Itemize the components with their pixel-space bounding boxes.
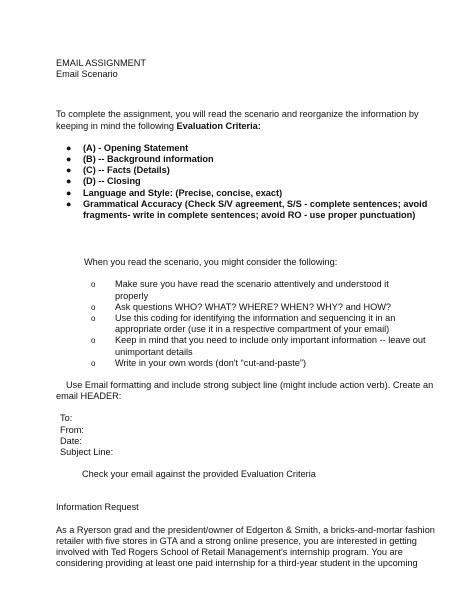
circle-bullet-icon: o xyxy=(91,280,96,290)
bullet-icon: ● xyxy=(66,187,72,198)
criteria-item: ● (B) -- Background information xyxy=(66,154,214,165)
intro-line-2-bold: Evaluation Criteria: xyxy=(176,120,261,131)
email-header-fields xyxy=(56,413,416,458)
circle-bullet-icon: o xyxy=(91,336,96,346)
criteria-item: ● Language and Style: (Precise, concise, exact) xyxy=(66,187,283,198)
format-line-2: email HEADER: xyxy=(56,391,122,402)
check-instruction: Check your email against the provided Evaluation Criteria xyxy=(82,469,316,480)
tip-item: o Write in your own words (don't “cut-and-paste”) xyxy=(91,357,307,368)
bullet-icon: ● xyxy=(66,154,72,165)
bullet-icon: ● xyxy=(66,142,72,153)
evaluation-criteria-list xyxy=(56,142,428,221)
intro-line-2-prefix: keeping in mind the following xyxy=(56,120,177,131)
tip-item: o Use this coding for identifying the information and sequencing it in an appropriate order (use it in a respective compartment of your email) xyxy=(91,313,396,335)
paragraph-line: As a Ryerson grad and the president/owner of Edgerton & Smith, a bricks-and-mortar fashion xyxy=(56,524,435,535)
doc-header xyxy=(56,58,416,80)
paragraph-line: retailer with five stores in GTA and a strong online presence, you are interested in getting xyxy=(56,535,417,546)
bullet-icon: ● xyxy=(66,165,72,176)
intro-line-1: To complete the assignment, you will read the scenario and reorganize the information by xyxy=(56,109,419,120)
bullet-icon: ● xyxy=(66,176,72,187)
consider-intro: When you read the scenario, you might consider the following: xyxy=(84,257,338,268)
criteria-item: ● (A) - Opening Statement xyxy=(66,142,189,153)
tip-item: o Keep in mind that you need to include only important information -- leave out unimportant details xyxy=(91,335,426,357)
paragraph-line: considering providing at least one paid internship for a third-year student in the upcoming xyxy=(56,558,418,569)
format-line-1: Use Email formatting and include strong subject line (might include action verb). Create an xyxy=(66,380,434,391)
bullet-icon: ● xyxy=(66,198,72,209)
intro-text xyxy=(56,109,419,131)
section-title-information-request: Information Request xyxy=(56,502,139,513)
header-field-from: From: xyxy=(60,424,84,435)
paragraph-line: involved with Ted Rogers School of Retail Management's internship program. You are xyxy=(56,547,403,558)
circle-bullet-icon: o xyxy=(91,358,96,368)
intro-line-2 xyxy=(56,121,416,132)
header-field-date: Date: xyxy=(60,435,82,446)
header-field-to: To: xyxy=(60,413,73,424)
scenario-paragraph xyxy=(56,524,435,570)
tip-item: o Make sure you have read the scenario attentively and understood it properly xyxy=(91,279,389,301)
circle-bullet-icon: o xyxy=(91,302,96,312)
criteria-item: ● (C) -- Facts (Details) xyxy=(66,165,170,176)
doc-subtitle: Email Scenario xyxy=(56,69,118,80)
email-format-instructions xyxy=(56,380,434,402)
doc-title: EMAIL ASSIGNMENT xyxy=(56,58,147,68)
header-field-subject: Subject Line: xyxy=(60,447,114,458)
consider-tips-list xyxy=(56,279,426,369)
document-page xyxy=(56,58,435,570)
criteria-item: ● Grammatical Accuracy (Check S/V agreement, S/S - complete sentences; avoid fragments- write in complete sentences; avoid RO - use proper punctuation) xyxy=(66,198,428,221)
circle-bullet-icon: o xyxy=(91,314,96,324)
criteria-item: ● (D) -- Closing xyxy=(66,176,141,187)
tip-item: o Ask questions WHO? WHAT? WHERE? WHEN? WHY? and HOW? xyxy=(91,301,392,312)
